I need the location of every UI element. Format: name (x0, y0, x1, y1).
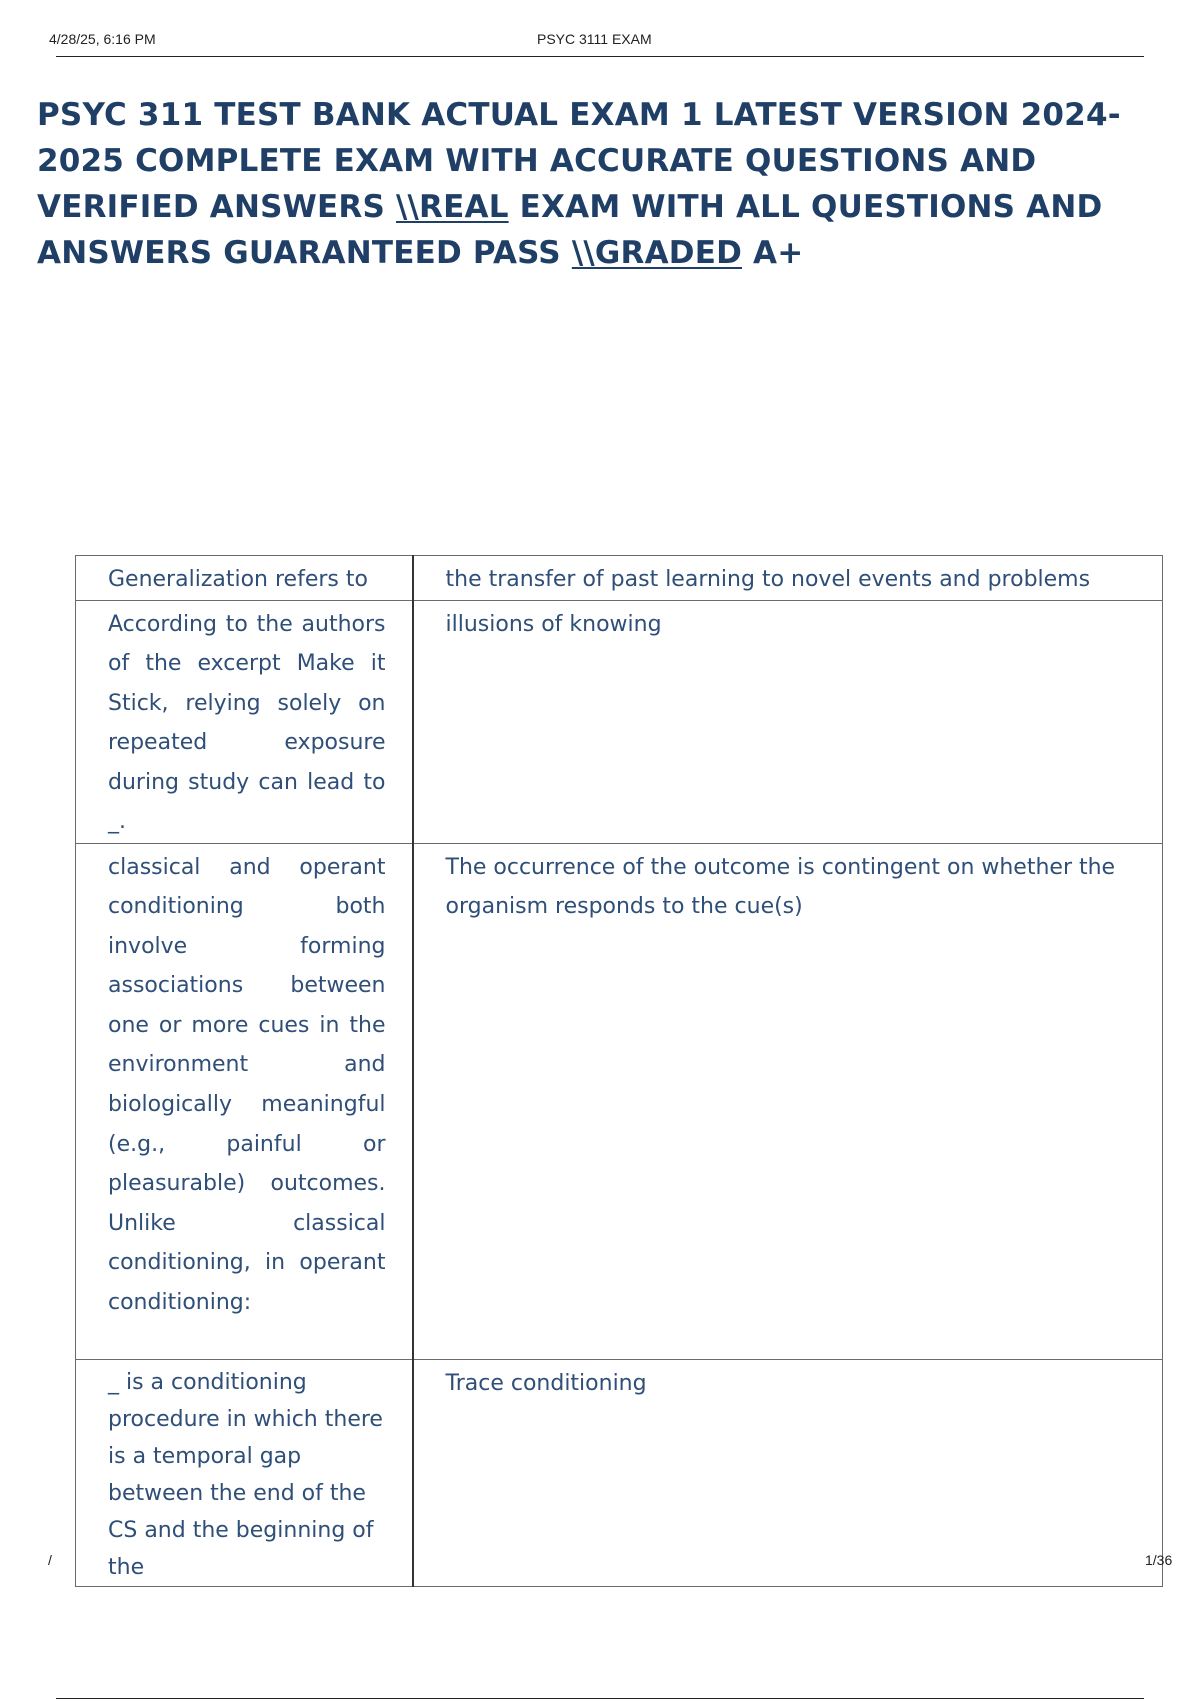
question-text: classical and operant conditioning both involve forming associations between one or more cues in the environment and biologically meaningful (e.g., painful or pleasurable) outcomes. Unlike classical conditioning, in operant conditioning: (108, 854, 386, 1316)
answer-cell (413, 600, 1163, 843)
answer-cell (413, 1359, 1163, 1586)
question-cell (76, 843, 413, 1359)
title-text-2: EXAM WITH ALL QUESTIONS AND ANSWERS GUARANTEED PASS (37, 189, 1103, 271)
page-number: 1/36 (1145, 1552, 1173, 1568)
answer-text: The occurrence of the outcome is contingent on whether the organism responds to the cue(s) (445, 854, 1116, 919)
title-text-3: A+ (742, 235, 804, 271)
footer-divider (56, 1698, 1144, 1699)
question-text: _ is a conditioning procedure in which there is a temporal gap between the end of the CS and the beginning of the (108, 1369, 383, 1580)
print-datetime: 4/28/25, 6:16 PM (49, 31, 156, 47)
table-row (76, 1359, 1163, 1586)
question-cell (76, 556, 413, 601)
question-cell (76, 1359, 413, 1586)
document-title (37, 92, 1167, 276)
title-underlined-real: \\REAL (396, 189, 509, 225)
qa-table (75, 555, 1163, 1587)
answer-text: the transfer of past learning to novel events and problems (445, 567, 1091, 592)
title-text-1: PSYC 311 TEST BANK ACTUAL EXAM 1 LATEST VERSION 2024-2025 COMPLETE EXAM WITH ACCURATE QUESTIONS AND VERIFIED ANSWERS (37, 97, 1121, 225)
answer-text: illusions of knowing (445, 611, 662, 637)
header-divider (56, 56, 1144, 57)
question-text: Generalization refers to (108, 567, 368, 592)
answer-cell (413, 843, 1163, 1359)
title-underlined-graded: \\GRADED (571, 235, 743, 271)
table-row (76, 556, 1163, 601)
question-text: According to the authors of the excerpt Make it Stick, relying solely on repeated exposure during study can lead to _. (108, 611, 386, 834)
answer-text: Trace conditioning (445, 1370, 647, 1396)
table-row (76, 600, 1163, 843)
table-row (76, 843, 1163, 1359)
footer-url-mark: / (48, 1552, 52, 1568)
question-cell (76, 600, 413, 843)
print-page-title: PSYC 3111 EXAM (537, 31, 652, 47)
answer-cell (413, 556, 1163, 601)
